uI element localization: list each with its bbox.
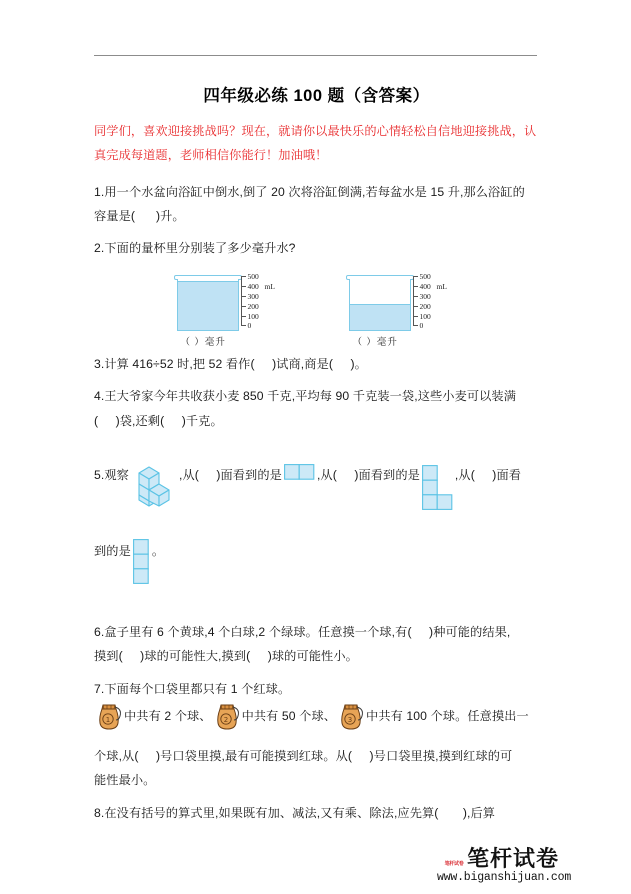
question-8-b: ),后算	[462, 805, 496, 820]
answer-blank[interactable]	[352, 744, 369, 768]
question-5-i: 。	[151, 544, 165, 559]
beaker-caption-1: （ ）毫升	[180, 337, 226, 348]
beaker-figure-row	[94, 271, 539, 348]
sack-icon-3	[337, 701, 365, 744]
question-5-c: )面看到的是	[216, 468, 282, 482]
flat-shape-two-cells-svg	[284, 464, 315, 480]
answer-blank[interactable]	[475, 463, 492, 487]
question-5-g: )面看	[492, 468, 522, 482]
scale-label-100: 100	[247, 311, 259, 321]
question-7	[94, 677, 539, 793]
scale-label-400: 400	[247, 281, 259, 291]
question-6-line-1	[94, 620, 539, 644]
question-7-line-3-b: )号口袋里摸,最有可能摸到红球。从(	[155, 748, 353, 763]
question-5-b: ,从(	[178, 468, 199, 482]
isometric-cube-figure	[131, 459, 177, 517]
question-5-h: 到的是	[94, 544, 131, 559]
question-5-a: 5.观察	[94, 468, 129, 482]
beaker-2	[349, 275, 411, 331]
header-rule	[94, 55, 537, 56]
answer-blank[interactable]	[98, 409, 115, 433]
beaker-wrap-1	[177, 271, 285, 331]
scale-label-0: 0	[247, 320, 252, 330]
beaker-scale-2	[413, 271, 457, 330]
scale-tick	[241, 276, 246, 277]
scale-label-200: 200	[247, 301, 259, 311]
question-1-line-1: 1.用一个水盆向浴缸中倒水,倒了 20 次将浴缸倒满,若每盆水是 15 升,那么浴缸的	[94, 184, 525, 199]
bag-3-text: 中共有 100 个球。任意摸出一	[366, 709, 529, 724]
watermark-badge: 笔杆试卷	[444, 860, 464, 867]
question-5-e: )面看到的是	[354, 468, 420, 482]
document-content	[94, 70, 539, 833]
scale-label-100: 100	[419, 311, 431, 321]
flat-shape-three-cells-vertical	[133, 539, 150, 593]
scale-unit-label: mL	[436, 281, 447, 291]
svg-text:2: 2	[223, 716, 228, 725]
question-3-a: 3.计算 416÷52 时,把 52 看作(	[94, 356, 255, 371]
answer-blank[interactable]	[412, 620, 429, 644]
scale-tick	[413, 316, 418, 317]
scale-tick	[241, 286, 246, 287]
page-title: 四年级必练 100 题（含答案）	[203, 87, 430, 105]
beaker-unit-1	[177, 271, 285, 348]
answer-blank[interactable]	[250, 644, 267, 668]
answer-blank[interactable]	[139, 744, 156, 768]
question-1-line-2-b: )升。	[155, 208, 185, 223]
question-2	[94, 236, 539, 260]
question-1-line-2	[94, 204, 539, 228]
question-6	[94, 620, 539, 669]
beaker-scale-1	[241, 271, 285, 330]
bag-1-text: 中共有 2 个球、	[124, 709, 212, 724]
isometric-cube-svg	[131, 459, 177, 509]
question-4-line-2-b: )袋,还剩(	[115, 413, 165, 428]
beaker-body	[177, 279, 239, 331]
flat-shape-L	[422, 465, 453, 519]
question-2-prompt: 2.下面的量杯里分别装了多少毫升水?	[94, 241, 296, 256]
scale-tick	[413, 296, 418, 297]
question-6-line-1-b: )种可能的结果,	[429, 624, 511, 639]
question-3	[94, 352, 539, 376]
question-8	[94, 801, 539, 825]
question-5-f: ,从(	[454, 468, 475, 482]
answer-blank[interactable]	[337, 463, 354, 487]
beaker-1	[177, 275, 239, 331]
beaker-body	[349, 279, 411, 331]
scale-label-400: 400	[419, 281, 431, 291]
scale-label-300: 300	[419, 291, 431, 301]
scale-tick	[413, 306, 418, 307]
answer-blank[interactable]	[164, 409, 181, 433]
question-3-b: )试商,商是(	[272, 356, 334, 371]
beaker-wrap-2	[349, 271, 457, 331]
flat-shape-two-cells	[284, 464, 315, 488]
watermark	[437, 848, 613, 884]
question-7-line-4: 能性最小。	[94, 773, 156, 788]
sack-icon-1-svg	[95, 701, 123, 731]
scale-label-500: 500	[247, 271, 259, 281]
question-4-line-2-c: )千克。	[181, 413, 223, 428]
question-5-line-1	[94, 459, 539, 519]
question-7-prompt: 7.下面每个口袋里都只有 1 个红球。	[94, 681, 291, 696]
answer-blank[interactable]	[135, 204, 156, 228]
beaker-water-level	[350, 304, 410, 330]
beaker-caption-2: （ ）毫升	[352, 337, 398, 348]
beaker-water-level	[178, 281, 238, 330]
scale-label-300: 300	[247, 291, 259, 301]
flat-shape-L-svg	[422, 465, 453, 511]
question-6-line-2-a: 摸到(	[94, 649, 123, 664]
svg-text:1: 1	[105, 716, 111, 725]
svg-text:3: 3	[347, 716, 353, 725]
question-1	[94, 180, 539, 229]
scale-label-0: 0	[419, 320, 424, 330]
answer-blank[interactable]	[438, 801, 462, 825]
beaker-unit-2	[349, 271, 457, 348]
sack-icon-2-svg	[213, 701, 241, 731]
answer-blank[interactable]	[123, 644, 140, 668]
bag-2-text: 中共有 50 个球、	[241, 709, 337, 724]
question-6-line-2-c: )球的可能性小。	[267, 649, 358, 664]
question-4-line-1: 4.王大爷家今年共收获小麦 850 千克,平均每 90 千克装一袋,这些小麦可以装满	[94, 389, 517, 404]
question-7-bags-line	[94, 701, 539, 744]
question-3-c: )。	[350, 356, 367, 371]
intro-paragraph: 同学们，喜欢迎接挑战吗？现在，就请你以最快乐的心情轻松自信地迎接挑战，认真完成每道题，老师相信你能行！加油哦！	[94, 124, 537, 162]
scale-tick	[241, 325, 246, 326]
scale-unit-label: mL	[264, 281, 275, 291]
question-5-line-2	[94, 539, 539, 593]
flat-shape-three-cells-vertical-svg	[133, 539, 150, 585]
sack-icon-1	[95, 701, 123, 744]
scale-tick	[413, 325, 418, 326]
question-4-line-2	[94, 409, 539, 433]
sack-icon-2	[213, 701, 241, 744]
scale-tick	[413, 276, 418, 277]
question-1-line-2-a: 容量是(	[94, 208, 136, 223]
scale-label-200: 200	[419, 301, 431, 311]
question-6-line-2-b: )球的可能性大,摸到(	[140, 649, 251, 664]
sack-icon-3-svg	[337, 701, 365, 731]
watermark-url: www.biganshijuan.com	[437, 871, 572, 884]
answer-blank[interactable]	[333, 352, 350, 376]
scale-tick	[413, 286, 418, 287]
scale-bar	[413, 276, 417, 326]
scale-label-500: 500	[419, 271, 431, 281]
scale-tick	[241, 316, 246, 317]
question-7-line-3-a: 个球,从(	[94, 748, 139, 763]
question-4-line-2-a: (	[94, 413, 99, 428]
scale-bar	[241, 276, 245, 326]
scale-tick	[241, 296, 246, 297]
watermark-brand: 笔杆试卷	[467, 846, 560, 871]
question-5	[94, 459, 539, 594]
question-8-a: 8.在没有括号的算式里,如果既有加、减法,又有乘、除法,应先算(	[94, 805, 439, 820]
answer-blank[interactable]	[199, 463, 216, 487]
question-7-line-3	[94, 744, 539, 768]
scale-tick	[241, 306, 246, 307]
answer-blank[interactable]	[255, 352, 272, 376]
question-6-line-1-a: 6.盒子里有 6 个黄球,4 个白球,2 个绿球。任意摸一个球,有(	[94, 624, 412, 639]
question-4	[94, 384, 539, 433]
question-7-line-3-c: )号口袋里摸,摸到红球的可	[369, 748, 513, 763]
question-6-line-2	[94, 644, 539, 668]
question-5-d: ,从(	[316, 468, 337, 482]
